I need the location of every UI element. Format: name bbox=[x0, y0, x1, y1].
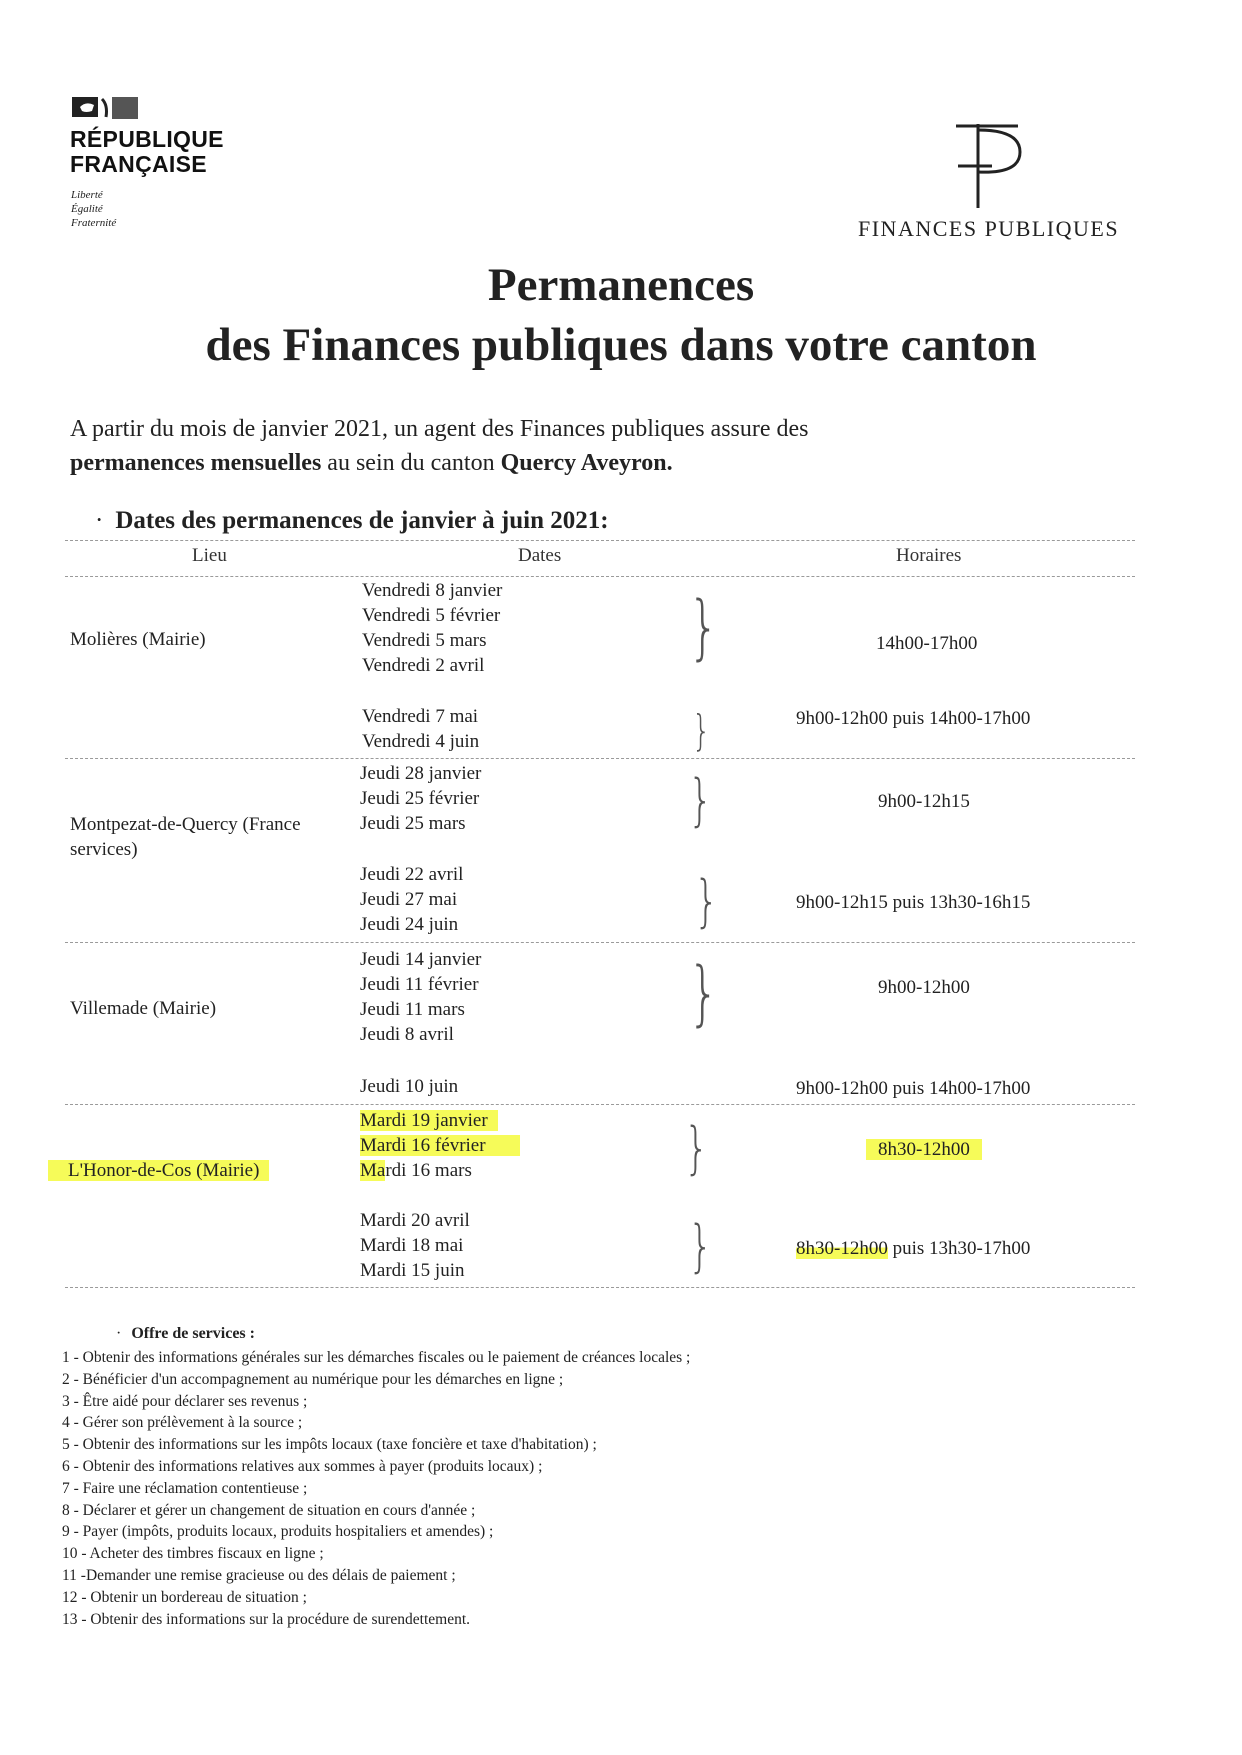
list-item: 4 - Gérer son prélèvement à la source ; bbox=[62, 1414, 303, 1432]
list-item: 2 - Bénéficier d'un accompagnement au numérique pour les démarches en ligne ; bbox=[62, 1370, 564, 1388]
dates-cell: Vendredi 7 mai Vendredi 4 juin bbox=[362, 706, 480, 752]
marianne-logo-icon bbox=[72, 95, 138, 119]
brace-icon: } bbox=[684, 1116, 709, 1181]
col-header-dates: Dates bbox=[518, 545, 562, 566]
table-top-rule bbox=[65, 540, 1135, 541]
dates-cell: Mardi 20 avril Mardi 18 mai Mardi 15 juin bbox=[360, 1210, 470, 1281]
row-separator bbox=[65, 1104, 1135, 1105]
list-item: 5 - Obtenir des informations sur les impôts locaux (taxe foncière et taxe d'habitation) ; bbox=[62, 1436, 597, 1454]
col-header-horaires: Horaires bbox=[896, 545, 962, 566]
table-header-rule bbox=[65, 576, 1135, 577]
col-header-lieu: Lieu bbox=[192, 545, 227, 566]
republic-motto: Liberté Égalité Fraternité bbox=[71, 189, 117, 229]
horaires-cell: 9h00-12h00 bbox=[878, 977, 970, 998]
republique-francaise-name: RÉPUBLIQUE FRANÇAISE bbox=[70, 126, 224, 177]
brace-icon: } bbox=[688, 1214, 713, 1279]
table-bottom-rule bbox=[65, 1287, 1135, 1288]
brace-icon: } bbox=[692, 706, 711, 755]
horaires-cell: 9h00-12h15 puis 13h30-16h15 bbox=[796, 892, 1031, 913]
brace-icon: } bbox=[688, 768, 713, 833]
dates-cell: Jeudi 22 avril Jeudi 27 mai Jeudi 24 juin bbox=[360, 864, 464, 935]
dates-cell: Jeudi 10 juin bbox=[360, 1076, 459, 1097]
list-item: 11 -Demander une remise gracieuse ou des délais de paiement ; bbox=[62, 1566, 456, 1584]
page-title-line1: Permanences bbox=[487, 259, 755, 311]
lieu-cell: Molières (Mairie) bbox=[70, 629, 206, 650]
horaires-cell: 8h30-12h00 bbox=[866, 1137, 982, 1162]
list-item: 1 - Obtenir des informations générales sur les démarches fiscales ou le paiement de créances locales ; bbox=[62, 1349, 691, 1366]
brace-icon: } bbox=[694, 869, 719, 934]
horaires-cell: 9h00-12h00 puis 14h00-17h00 bbox=[796, 1078, 1031, 1099]
row-separator bbox=[65, 942, 1135, 943]
page-title-line2: des Finances publiques dans votre canton bbox=[205, 319, 1037, 371]
lieu-cell: Villemade (Mairie) bbox=[70, 998, 217, 1019]
lieu-cell: Montpezat-de-Quercy (France services) bbox=[70, 814, 301, 860]
list-item: 13 - Obtenir des informations sur la procédure de surendettement. bbox=[62, 1610, 471, 1628]
horaires-cell: 9h00-12h00 puis 14h00-17h00 bbox=[796, 708, 1031, 729]
horaires-cell: 14h00-17h00 bbox=[876, 633, 978, 654]
row-separator bbox=[65, 758, 1135, 759]
list-item: 3 - Être aidé pour déclarer ses revenus ; bbox=[62, 1392, 308, 1410]
dates-cell: Mardi 19 janvier Mardi 16 février Mardi 16 mars bbox=[360, 1108, 520, 1183]
horaires-cell: 8h30-12h00 puis 13h30-17h00 bbox=[796, 1238, 1031, 1259]
list-item: 8 - Déclarer et gérer un changement de situation en cours d'année ; bbox=[62, 1501, 476, 1519]
section-heading: · Dates des permanences de janvier à juin 2021: bbox=[95, 507, 609, 534]
lieu-cell: L'Honor-de-Cos (Mairie) bbox=[48, 1158, 269, 1183]
list-item: 7 - Faire une réclamation contentieuse ; bbox=[62, 1479, 308, 1497]
list-item: 6 - Obtenir des informations relatives aux sommes à payer (produits locaux) ; bbox=[62, 1457, 543, 1475]
list-item: 9 - Payer (impôts, produits locaux, produits hospitaliers et amendes) ; bbox=[62, 1523, 494, 1541]
brace-icon: } bbox=[688, 586, 720, 668]
offer-list bbox=[62, 1347, 690, 1630]
intro-paragraph: A partir du mois de janvier 2021, un agent des Finances publiques assure des permanences mensuelles au sein du canton Quercy Aveyron. bbox=[70, 416, 809, 476]
horaires-cell: 9h00-12h15 bbox=[878, 791, 970, 812]
list-item: 10 - Acheter des timbres fiscaux en ligne ; bbox=[62, 1545, 324, 1563]
dates-cell: Jeudi 14 janvier Jeudi 11 février Jeudi 11 mars Jeudi 8 avril bbox=[360, 949, 482, 1045]
highlight-mark: Ma bbox=[360, 1160, 386, 1181]
dates-cell: Jeudi 28 janvier Jeudi 25 février Jeudi 25 mars bbox=[360, 763, 482, 834]
offer-title: · Offre de services : bbox=[116, 1325, 255, 1342]
finances-publiques-logo-icon bbox=[948, 120, 1028, 210]
brace-icon: } bbox=[688, 952, 720, 1034]
finances-publiques-label: FINANCES PUBLIQUES bbox=[858, 216, 1120, 241]
dates-cell: Vendredi 8 janvier Vendredi 5 février Vendredi 5 mars Vendredi 2 avril bbox=[362, 580, 503, 676]
list-item: 12 - Obtenir un bordereau de situation ; bbox=[62, 1588, 307, 1606]
